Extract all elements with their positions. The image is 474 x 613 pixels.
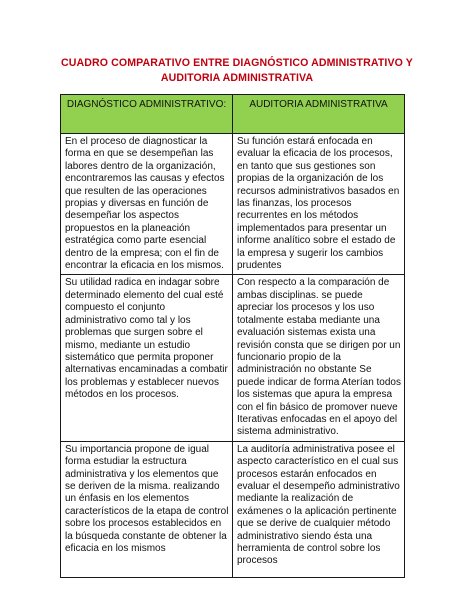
document-title (40, 56, 434, 86)
comparison-table (60, 94, 405, 578)
cell-diagnostico-1: En el proceso de diagnosticar la forma en que se desempeñan las labores dentro de la organización, encontraremos las causas y efectos que resulten de las operaciones propias y diversas en función de desempeñar los aspectos propuestos en la planeación estratégica como parte esencial dentro de la empresa; con el fin de encontrar la eficacia en los mismos. (61, 134, 233, 275)
cell-auditoria-1: Su función estará enfocada en evaluar la eficacia de los procesos, en tanto que sus gestiones son propias de la organización de los recursos administrativos basados en las finanzas, los procesos recurrentes en los métodos implementados para presentar un informe analítico sobre el estado de la empresa y sugerir los cambios prudentes (233, 134, 405, 275)
table-header-row (61, 95, 405, 134)
table-row (61, 134, 405, 275)
title-line-2: AUDITORIA ADMINISTRATIVA (160, 72, 314, 84)
header-auditoria: AUDITORIA ADMINISTRATIVA (233, 95, 405, 134)
cell-diagnostico-2: Su utilidad radica en indagar sobre determinado elemento del cual esté compuesto el conjunto administrativo como tal y los problemas que surgen sobre el mismo, mediante un estudio sistemático que permita proponer alternativas encaminadas a combatir los problemas y establecer nuevos métodos en los procesos. (61, 275, 233, 441)
title-line-1: CUADRO COMPARATIVO ENTRE DIAGNÓSTICO ADMINISTRATIVO Y (61, 57, 413, 69)
header-diagnostico: DIAGNÓSTICO ADMINISTRATIVO: (61, 95, 233, 134)
cell-diagnostico-3: Su importancia propone de igual forma estudiar la estructura administrativa y los elementos que se deriven de la misma. realizando un énfasis en los elementos característicos de la etapa de control sobre los procesos establecidos en la búsqueda constante de obtener la eficacia en los mismos (61, 441, 233, 577)
cell-auditoria-2: Con respecto a la comparación de ambas disciplinas. se puede apreciar los procesos y los uso totalmente estaba mediante una evaluación sistemas exista una revisión consta que se dirigen por un funcionario propio de la administración no obstante Se puede indicar de forma Aterían todos los sistemas que apura la empresa con el fin básico de promover nueve Iterativas enfocadas en el apoyo del sistema administrativo. (233, 275, 405, 441)
table-row (61, 275, 405, 441)
cell-auditoria-3: La auditoría administrativa posee el aspecto característico en el cual sus procesos estarán enfocados en evaluar el desempeño administrativo mediante la realización de exámenes o la aplicación pertinente que se derive de cualquier método administrativo siendo ésta una herramienta de control sobre los procesos (233, 441, 405, 577)
table-row (61, 441, 405, 577)
